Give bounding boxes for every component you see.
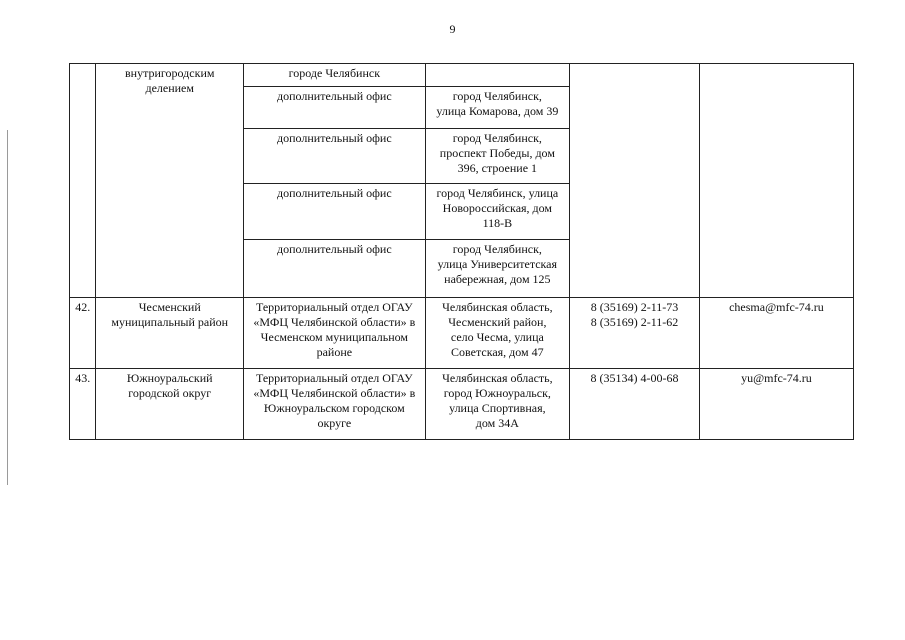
municipality-line: Южноуральский — [126, 371, 213, 385]
address-line: Советская, дом 47 — [451, 345, 544, 359]
number-cell: 42. — [70, 298, 96, 369]
organization-cell — [244, 64, 425, 87]
organization-cell — [244, 298, 425, 369]
address-cell — [425, 298, 570, 369]
phone-cell — [570, 298, 700, 369]
number-cell — [70, 64, 96, 298]
address-line: Челябинская область, — [442, 300, 553, 314]
organization-line: округе — [317, 416, 352, 430]
address-line: город Челябинск, — [452, 89, 542, 103]
phone-cell — [570, 64, 700, 298]
address-cell — [425, 64, 570, 87]
organization-cell — [244, 369, 425, 440]
office-type: дополнительный офис — [277, 131, 392, 145]
organization-cell — [244, 184, 425, 240]
municipality-line: городской округ — [128, 386, 212, 400]
address-line: город Челябинск, — [452, 242, 542, 256]
address-line: 118-В — [482, 216, 513, 230]
organization-cell — [244, 240, 425, 298]
address-line: город Южноуральск, — [443, 386, 551, 400]
address-line: Новороссийская, дом — [442, 201, 553, 215]
address-line: улица Спортивная, — [449, 401, 546, 415]
municipality-line: делением — [145, 81, 194, 95]
table-row — [70, 64, 854, 87]
address-line: улица Университетская — [437, 257, 558, 271]
email-text: chesma@mfc-74.ru — [729, 300, 824, 314]
office-type: дополнительный офис — [277, 242, 392, 256]
mfc-offices-table — [69, 63, 854, 440]
scan-edge-line — [7, 130, 8, 485]
phone-line: 8 (35169) 2-11-73 — [590, 300, 679, 314]
address-cell — [425, 369, 570, 440]
address-line: проспект Победы, дом — [439, 146, 555, 160]
table-row — [70, 298, 854, 369]
organization-line: городе Челябинск — [288, 66, 381, 80]
municipality-line: Чесменский — [138, 300, 201, 314]
email-cell — [699, 298, 853, 369]
municipality-cell — [96, 298, 244, 369]
office-type: дополнительный офис — [277, 186, 392, 200]
address-line: Чесменский район, — [448, 315, 547, 329]
address-line: город Челябинск, — [452, 131, 542, 145]
municipality-line: муниципальный район — [111, 315, 229, 329]
organization-line: «МФЦ Челябинской области» в — [253, 315, 416, 329]
organization-line: Чесменском муниципальном — [260, 330, 409, 344]
address-cell — [425, 240, 570, 298]
phone-line: 8 (35134) 4-00-68 — [590, 371, 679, 385]
organization-line: Территориальный отдел ОГАУ — [255, 300, 413, 314]
organization-line: районе — [316, 345, 353, 359]
municipality-cell — [96, 64, 244, 298]
address-line: дом 34А — [475, 416, 519, 430]
organization-line: Южноуральском городском — [263, 401, 405, 415]
address-line: 396, строение 1 — [457, 161, 538, 175]
address-line: село Чесма, улица — [450, 330, 544, 344]
page-number: 9 — [449, 22, 456, 36]
organization-cell — [244, 87, 425, 129]
table-row — [70, 369, 854, 440]
phone-line: 8 (35169) 2-11-62 — [590, 315, 679, 329]
office-type: дополнительный офис — [277, 89, 392, 103]
address-line: набережная, дом 125 — [444, 272, 551, 286]
address-cell — [425, 87, 570, 129]
organization-cell — [244, 129, 425, 184]
email-cell — [699, 369, 853, 440]
number-cell: 43. — [70, 369, 96, 440]
address-cell — [425, 184, 570, 240]
email-cell — [699, 64, 853, 298]
organization-line: Территориальный отдел ОГАУ — [255, 371, 413, 385]
address-line: Челябинская область, — [442, 371, 553, 385]
address-cell — [425, 129, 570, 184]
email-text: yu@mfc-74.ru — [741, 371, 812, 385]
phone-cell — [570, 369, 700, 440]
address-line: город Челябинск, улица — [436, 186, 559, 200]
address-line: улица Комарова, дом 39 — [436, 104, 559, 118]
municipality-line: внутригородским — [125, 66, 215, 80]
organization-line: «МФЦ Челябинской области» в — [253, 386, 416, 400]
municipality-cell — [96, 369, 244, 440]
